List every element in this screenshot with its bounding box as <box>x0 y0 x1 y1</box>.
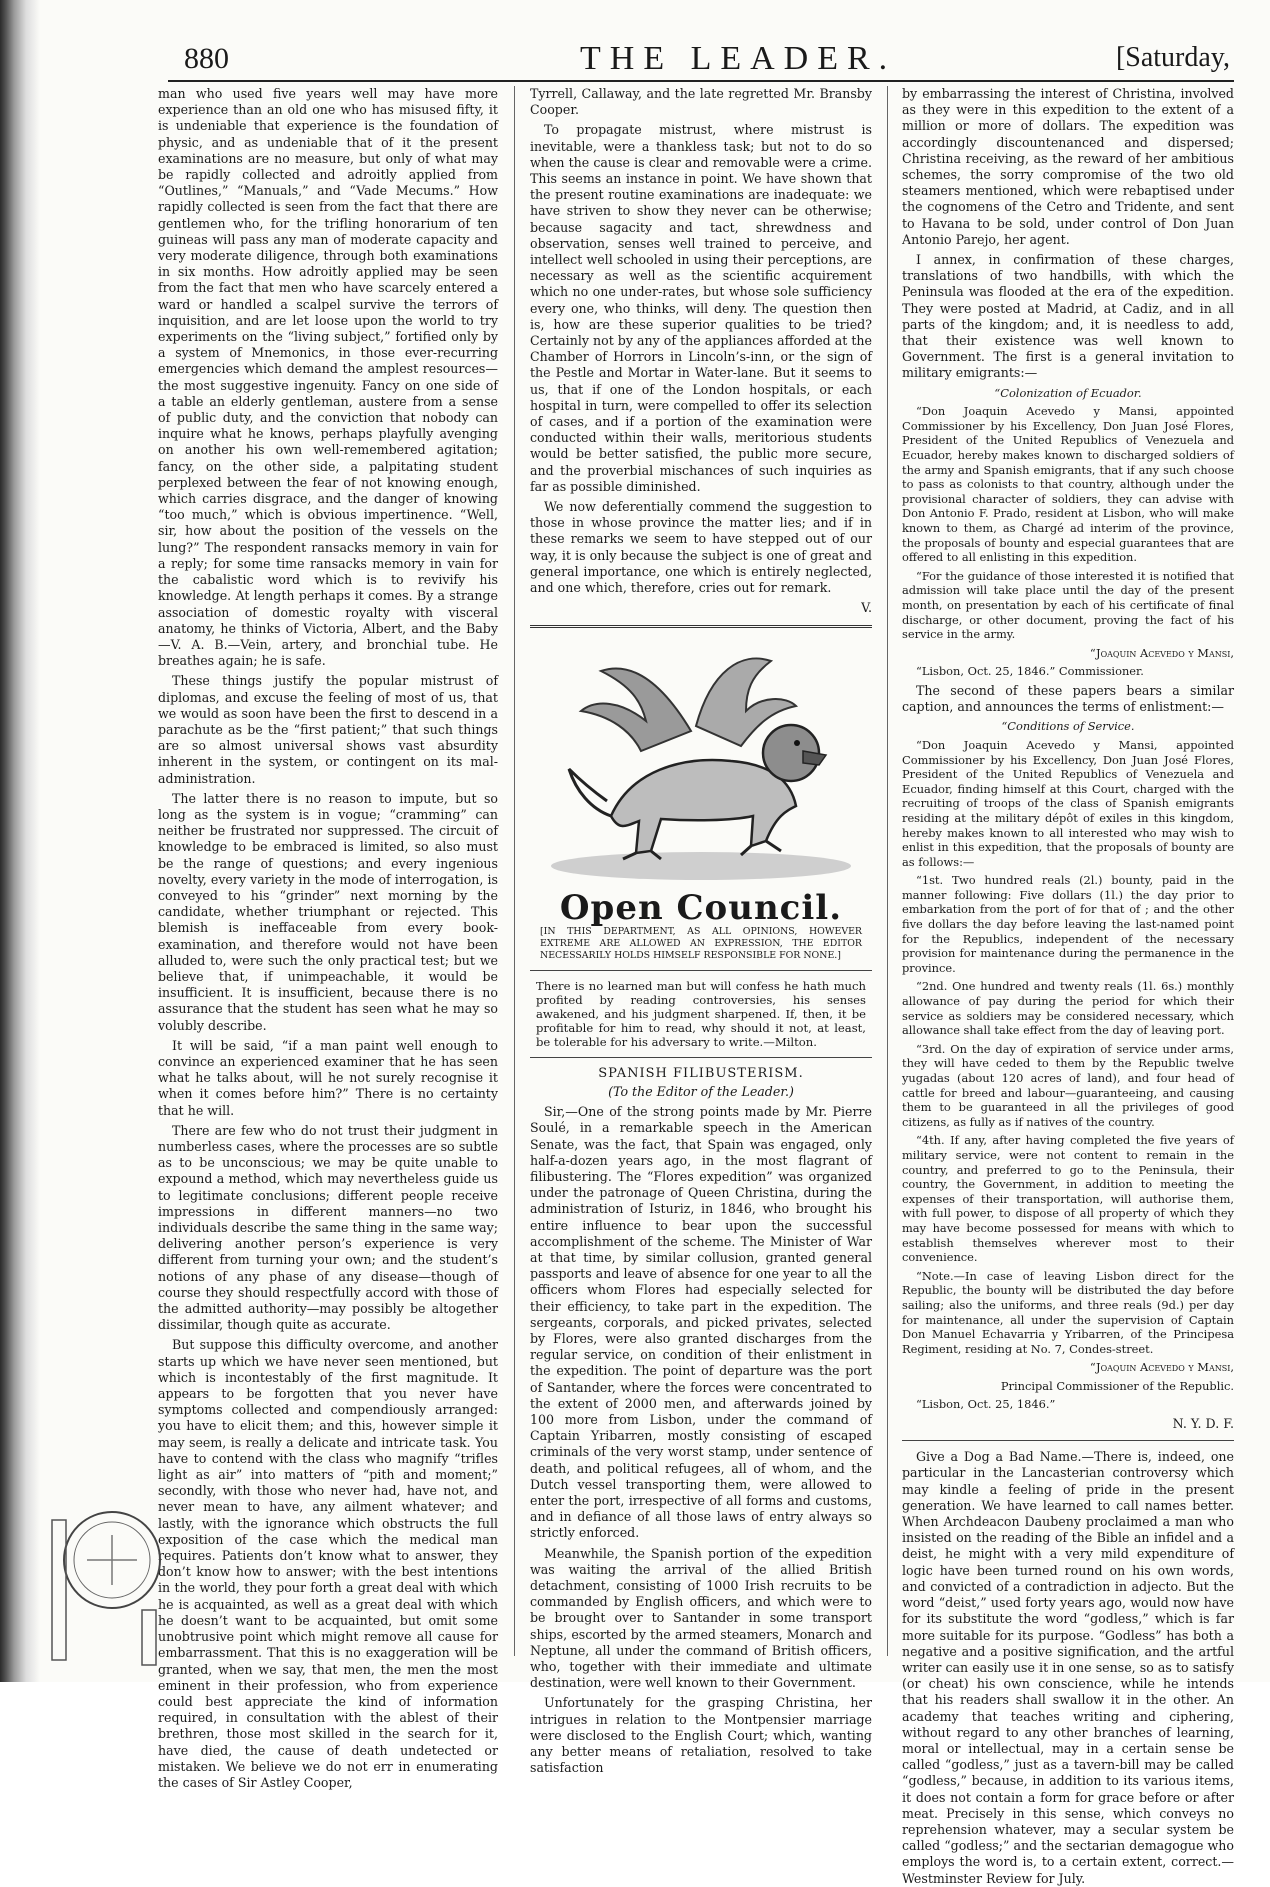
section-divider <box>530 625 872 628</box>
rule <box>902 1440 1234 1441</box>
paragraph: Give a Dog a Bad Name.—There is, indeed, one particular in the Lancasterian controversy which may kindle a feeling of pride in the present generation. We have learned to call names better. When Archdeacon Daubeny proclaimed a man who insisted on the reading of the Bible an infidel and a deist, he might with a very mild expenditure of logic have been turned round on his own words, and convicted of a contradiction in adjecto. But the word “deist,” used forty years ago, would now have for its substitute the word “godless,” which is far more suitable for its purpose. “Godless” has both a negative and a positive signification, and the artful writer can easily use it in one sense, so as to satisfy (or cheat) his own conscience, while he intends that his readers shall swallow it in the other. An academy that teaches writing and ciphering, without regard to any other branches of learning, moral or intellectual, may in a certain sense be called “godless,” just as a tavern-bill may be called “godless,” because, in addition to its various items, it does not contain a form for grace before or after meat. Precisely in this sense, which conveys no reprehension whatever, may a secular system be called “godless;” and the sectarian demagogue who employs the word is, to a certain extent, correct.—Westminster Review for July. <box>902 1449 1234 1886</box>
paragraph: man who used five years well may have more experience than an old one who has misused fifty, it is undeniable that experience is the foundation of physic, and as undeniable that of it the present examinations are no measure, but only of what may be rapidly collected and adroitly applied from “Outlines,” “Manuals,” and “Vade Mecums.” How rapidly collected is seen from the fact that there are gentlemen who, for the trifling honorarium of ten guineas will pass any man of moderate capacity and very moderate diligence, through both examinations in six months. How adroitly applied may be seen from the fact that men who have scarcely entered a ward or handled a scalpel survive the terrors of inquisition, and are let loose upon the world to try experiments on the “living subject,” fortified only by a system of Mnemonics, in those ever-recurring emergencies which demand the amplest resources—the most suggestive ingenuity. Fancy on one side of a table an elderly gentleman, austere from a sense of public duty, and the conviction that nobody can inquire what he knows, perhaps playfully avenging on another his own well-remembered agitation; fancy, on the other side, a palpitating student perplexed between the fear of not knowing enough, which carries disgrace, and the danger of knowing “too much,” which is obvious impertinence. “Well, sir, how about the position of the vessels on the lung?” The respondent ransacks memory in vain for a reply; for some time ransacks memory in vain for the cabalistic word which is to revivify his knowledge. At length perhaps it comes. By a strange association of domestic royalty with visceral anatomy, he thinks of Victoria, Albert, and the Baby—V. A. B.—Vein, artery, and bronchial tube. He breathes again; he is safe. <box>158 86 498 669</box>
article-title: SPANISH FILIBUSTERISM. <box>598 1065 804 1081</box>
column-1 <box>158 86 498 1790</box>
milton-quote: There is no learned man but will confess he hath much profited by reading controversies, his senses awakened, and his judgment sharpened. If, then, it be profitable for him to read, why should it not, at least, be tolerable for his adversary to write.—Milton. <box>536 978 866 1049</box>
handbill-text: “Don Joaquin Acevedo y Mansi, appointed Commissioner by his Excellency, Don Juan José Flores, President of the United Republics of Venezuela and Ecuador, finding himself at this Court, charged with the recruiting of troops of the class of Spanish emigrants residing at the military dépôt of exiles in this kingdom, hereby makes known to all interested who may wish to enlist in this expedition, that the proposals of bounty are as follows:— <box>902 737 1234 869</box>
paragraph: Tyrrell, Callaway, and the late regretted Mr. Bransby Cooper. <box>530 86 872 118</box>
column-divider <box>514 86 515 1656</box>
handbill-text: “4th. If any, after having completed the five years of military service, were not content to remain in the country, and preferred to go to the Peninsula, their country, the Government, in addition to meeting the expenses of their transportation, will authorise them, with full power, to dispose of all property of which they may have become possessed for means with which to establish themselves wherever most to their convenience. <box>902 1133 1234 1265</box>
author-signature: V. <box>861 600 872 616</box>
handbill-text: “Don Joaquin Acevedo y Mansi, appointed Commissioner by his Excellency, Don Juan José Flores, President of the United Republics of Venezuela and Ecuador, hereby makes known to discharged soldiers of the army and Spanish emigrants, that if any such choose to pass as colonists to that country, although under the provisional character of soldiers, they can advise with Don Antonio F. Prado, resident at Lisbon, who will make known to them, as Chargé ad interim of the province, the proposals of bounty and especial guarantees that are offered to all enlisting in this expedition. <box>902 404 1234 565</box>
paragraph: But suppose this difficulty overcome, and another starts up which we have never seen mentioned, but which is incontestably of the first magnitude. It appears to be forgotten that you never have symptoms collected and compendiously arranged: you have to elicit them; and this, however simple it may seem, is really a delicate and intricate task. You have to contend with the class who magnify “trifles light as air” into matters of “pith and moment;” secondly, with those who never had, have not, and never mean to have, any ailment whatever; and lastly, with the ignorance which obstructs the full exposition of the case which the medical man requires. Patients don’t know what to answer, they don’t know how to answer; with the best intentions in the world, they pour forth a great deal with which he is acquainted, as well as a great deal with which he doesn’t want to be acquainted, but omit some unobtrusive point which might remove all cause for embarrassment. That this is no exaggeration will be granted, when we say, that men, the men the most eminent in their profession, who from experience could best appreciate the kind of information required, in consultation with the ablest of their brethren, those most skilled in the search for it, have died, the cause of death undetected or mistaken. We believe we do not err in enumerating the cases of Sir Astley Cooper, <box>158 1337 498 1790</box>
handbill-text: “2nd. One hundred and twenty reals (1l. 6s.) monthly allowance of pay during the period for which their service as soldiers may be considered necessary, which allowance shall take effect from the day of leaving port. <box>902 979 1234 1038</box>
signature: “Joaquin Acevedo y Mansi, <box>1089 645 1234 660</box>
handbill-text: “For the guidance of those interested it is notified that admission will take place until the day of the present month, on presentation by each of his certificate of final discharge, or other document, proving the fact of his service in the army. <box>902 568 1234 642</box>
paragraph: To propagate mistrust, where mistrust is inevitable, were a thankless task; but not to do so when the cause is clear and removable were a crime. This seems an instance in point. We have shown that the present routine examinations are inadequate: we have striven to show they never can be otherwise; because sagacity and tact, shrewdness and observation, senses well trained to perceive, and intellect well schooled in using their perceptions, are necessary as well as the scientific acquirement which no one under-rates, but whose sole sufficiency every one, who thinks, will deny. The question then is, how are these superior qualities to be tried? Certainly not by any of the appliances afforded at the Chamber of Horrors in Lincoln’s-inn, or the sign of the Pestle and Mortar in Water-lane. But it seems to us, that if one of the London hospitals, or each hospital in turn, were compelled to offer its selection of cases, and if a portion of the examination were conducted within their walls, meritorious students would be better satisfied, the public more secure, and the proverbial mischances of such inquiries as far as possible diminished. <box>530 122 872 494</box>
rule <box>530 970 872 971</box>
paragraph: These things justify the popular mistrust of diplomas, and excuse the feeling of most of us, that we would as soon have been the first to descend in a parachute as be the “first patient;” that such things are so almost universal shows vast absurdity inherent in the system, or contingent on its mal-administration. <box>158 673 498 786</box>
paragraph: by embarrassing the interest of Christina, involved as they were in this expedition to the extent of a million or more of dollars. The expedition was accordingly discountenanced and dispersed; Christina receiving, as the reward of her ambitious schemes, the sorry compromise of the two old steamers mentioned, which were rebaptised under the cognomens of the Cetro and Tridente, and sent to Havana to be sold, under control of Don Juan Antonio Parejo, her agent. <box>902 86 1234 247</box>
editor-notice: [IN THIS DEPARTMENT, AS ALL OPINIONS, HOWEVER EXTREME ARE ALLOWED AN EXPRESSION, THE EDITOR NECESSARILY HOLDS HIMSELF RESPONSIBLE FOR NONE.] <box>540 925 862 961</box>
paragraph: The latter there is no reason to impute, but so long as the system is in vogue; “cramming” can neither be frustrated nor suppressed. The circuit of knowledge to be embraced is limited, so also must be the range of questions; and every ingenious novelty, every variety in the mode of interrogation, is conveyed to his “grinder” next morning by the candidate, whether triumphant or rejected. This blemish is ineffaceable from every book-examination, and therefore would not have been alluded to, were such the only practical test; but we believe that, if unimpeachable, it would be insufficient. It is insufficient, because there is no assurance that the student has seen what he may so volubly describe. <box>158 790 498 1033</box>
author-initials: N. Y. D. F. <box>1172 1416 1234 1432</box>
paragraph: There are few who do not trust their judgment in numberless cases, where the processes are so subtle as to be unconscious; we may be quite unable to expound a method, which may nevertheless guide us to legitimate conclusions; different people receive impressions in different manners—no two individuals describe the same thing in the same way; delivering another person’s experience is very different from turning your own; and the student’s notions of any phase of any disease—though of course they should respectfully accord with those of the admitted authority—may possibly be altogether dissimilar, though quite as accurate. <box>158 1122 498 1333</box>
paragraph: It will be said, “if a man paint well enough to convince an experienced examiner that he has seen what he talks about, will he not surely recognise it when it comes before him?” There is no certainty that he will. <box>158 1037 498 1118</box>
signature-title: Principal Commissioner of the Republic. <box>1000 1378 1234 1393</box>
paragraph: I annex, in confirmation of these charges, translations of two handbills, with which the Peninsula was flooded at the era of the expedition. They were posted at Madrid, at Cadiz, and in all parts of the kingdom; and, it is needless to add, that their existence was well known to Government. The first is a general invitation to military emigrants:— <box>902 252 1234 381</box>
article-subtitle: (To the Editor of the Leader.) <box>608 1083 794 1099</box>
handbill-text: “1st. Two hundred reals (2l.) bounty, paid in the manner following: Five dollars (1l.) the day prior to embarkation from the port of for that of ; and the other five dollars the day before leaving the last-named point for the Republics, independent of the necessary provision for maintenance during the permanence in the province. <box>902 873 1234 975</box>
header-rule <box>168 80 1234 82</box>
binding-spine <box>0 0 40 1682</box>
column-divider <box>887 86 888 1656</box>
header-day: [Saturday, <box>1115 42 1230 73</box>
paragraph: Unfortunately for the grasping Christina, her intrigues in relation to the Montpensier marriage were disclosed to the English Court; which, wanting any better means of retaliation, resolved to take satisfaction <box>530 1695 872 1776</box>
winged-lion-emblem <box>530 636 872 896</box>
paragraph: Meanwhile, the Spanish portion of the expedition was waiting the arrival of the allied British detachment, consisting of 1000 Irish recruits to be commanded by English officers, and which were to be brought over to Santander in some transport ships, escorted by the armed steamers, Monarch and Neptune, all under the command of British officers, who, together with their immediate and ultimate destination, were well known to their Government. <box>530 1545 872 1691</box>
handbill-heading: “Conditions of Service. <box>1001 719 1135 734</box>
handbill-heading: “Colonization of Ecuador. <box>994 385 1142 400</box>
page-number: 880 <box>184 42 229 75</box>
winged-lion-icon <box>541 641 861 891</box>
signature-date: “Lisbon, Oct. 25, 1846.” Commissioner. <box>916 664 1144 679</box>
column-2 <box>530 86 872 1776</box>
masthead-title: THE LEADER. <box>580 40 897 77</box>
signature-date: “Lisbon, Oct. 25, 1846.” <box>916 1397 1056 1412</box>
handbill-text: “Note.—In case of leaving Lisbon direct for the Republic, the bounty will be distributed the day before sailing; also the uniforms, and three reals (9d.) per day for maintenance, all under the supervision of Captain Don Manuel Echavarria y Yribarren, of the Principesa Regiment, residing at No. 7, Condes-street. <box>902 1268 1234 1356</box>
signature: “Joaquin Acevedo y Mansi, <box>1089 1360 1234 1375</box>
rule <box>530 1057 872 1058</box>
page-header <box>170 36 1230 76</box>
column-3 <box>902 86 1234 1886</box>
section-title: Open Council. <box>559 887 843 928</box>
paragraph: The second of these papers bears a similar caption, and announces the terms of enlistment:— <box>902 682 1234 715</box>
library-stamp-icon <box>42 1500 162 1670</box>
paragraph: Sir,—One of the strong points made by Mr. Pierre Soulé, in a remarkable speech in the American Senate, was the fact, that Spain was engaged, only half-a-dozen years ago, in the most flagrant of filibustering. The “Flores expedition” was organized under the patronage of Queen Christina, during the administration of Isturiz, in 1846, who brought his entire influence to bear upon the successful accomplishment of the scheme. The Minister of War at that time, by similar collusion, granted general passports and leave of absence for one year to all the officers whom Flores had especially selected for their efficiency, to take part in the expedition. The sergeants, corporals, and picked privates, selected by Flores, were also granted discharges from the regular service, on condition of their enlistment in the expedition. The point of departure was the port of Santander, where the forces were concentrated to the extent of 2000 men, and afterwards joined by 100 more from Lisbon, under the command of Captain Yribarren, mostly consisting of escaped criminals of the very worst stamp, under sentence of death, and political refugees, all of whom, and the Dutch vessel transporting them, were allowed to enter the port, irrespective of all forms and customs, and in defiance of all those laws of entry always so strictly enforced. <box>530 1104 872 1541</box>
handbill-text: “3rd. On the day of expiration of service under arms, they will have ceded to them by the Republic twelve yugadas (about 120 acres of land), and four head of cattle for breed and labour—guaranteeing, and causing them to be guaranteed in all the privileges of good citizens, as fully as if natives of the country. <box>902 1041 1234 1129</box>
paragraph: We now deferentially commend the suggestion to those in whose province the matter lies; and if in these remarks we seem to have stepped out of our way, it is only because the subject is one of great and general importance, one which is entirely neglected, and one which, therefore, cries out for remark. <box>530 499 872 596</box>
